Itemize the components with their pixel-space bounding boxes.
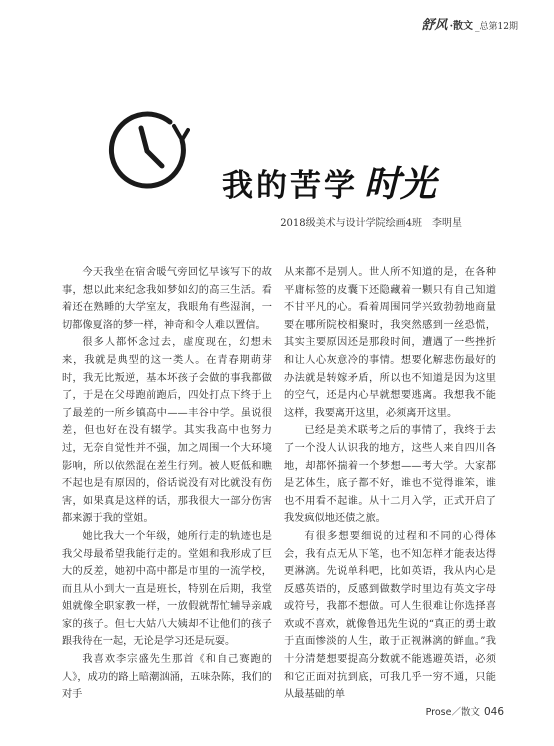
paragraph: 有很多想要细说的过程和不同的心得体会，我有点无从下笔，也不知怎样才能表达得更淋漓。先说单科吧，比如英语，我从内心是反感英语的，反感到做数学时里边有英文字母或符号，我都不想做。可人生很难让你选择喜欢或不喜欢，就像鲁迅先生说的“真正的勇士敢于直面惨淡的人生，敢于正视淋漓的鲜血。”我十分清楚想要提高分数就不能逃避英语，必须和它正面对抗到底，可我几乎一穷不通，只能从最基础的单 <box>284 530 496 701</box>
paragraph: 她比我大一个年级，她所行走的轨迹也是我父母最希望我能行走的。堂姐和我形成了巨大的反差，她初中高中都是市里的一流学校，而且从小到大一直是班长，特别在后期，我堂姐就像全职家教一样，一放假就帮忙辅导亲戚家的孩子。但七大姑八大姨却不让他们的孩子跟我待在一起，无论是学习还是玩耍。 <box>62 530 272 648</box>
paragraph: 我喜欢李宗盛先生那首《和自己赛跑的人》，成功的路上暗潮汹涌，五味杂陈，我们的对手 <box>62 654 272 701</box>
page-footer <box>426 704 504 718</box>
issue-label: _总第12期 <box>475 22 518 32</box>
section-label: ·散文 <box>449 21 474 32</box>
journal-brand: 舒风 <box>421 18 448 33</box>
title-styled: 时光 <box>364 163 437 205</box>
paragraph: 从来都不是别人。世人所不知道的是，在各种平庸标签的皮囊下还隐藏着一颗只有自己知道不甘平凡的心。看着周围同学兴致勃勃地商量要在哪所院校相聚时，我突然感到一丝恐慌，其实主要原因还是那段时间，遭遇了一些挫折和让人心灰意冷的事情。想要化解悲伤最好的办法就是转嫁矛盾，所以也不知道是因为这里的空气，还是内心早就想要逃离。我想我不能这样，我要离开这里，必须离开这里。 <box>284 267 496 419</box>
article-title <box>222 156 436 207</box>
footer-journal: Prose／散文 <box>425 707 480 718</box>
paragraph: 很多人都怀念过去，虚度现在，幻想未来，我就是典型的这一类人。在青春期萌芽时，我无比叛逆，基本坏孩子会做的事我都做了，于是在父母跑前跑后，四处打点下终于上了最差的一所乡镇高中——丰谷中学。虽说很差，但也好在没有辍学。其实我高中也努力过，无奈自觉性并不强，加之周围一个大环境影响，所以依然混在差生行列。被人贬低和瞧不起也是有原因的，俗话说没有对比就没有伤害，如果真是这样的话，那我很大一部分伤害都来源于我的堂姐。 <box>62 337 272 525</box>
page-number: 046 <box>483 706 504 718</box>
paragraph: 今天我坐在宿舍暖气旁回忆早该写下的故事，想以此来纪念我如梦如幻的高三生活。看着还在熟睡的大学室友，我眼角有些湿润，一切都像夏洛的梦一样，神奇和令人难以置信。 <box>62 267 272 331</box>
title-main: 我的苦学 <box>222 168 358 204</box>
author-byline: 2018级美术与设计学院绘画4班 李明星 <box>280 218 462 229</box>
page-header <box>422 14 518 33</box>
paragraph: 已经是美术联考之后的事情了，我终于去了一个没人认识我的地方，这些人来自四川各地，却都怀揣着一个梦想——考大学。大家都是艺体生，底子都不好，谁也不觉得谁笨，谁也不用看不起谁。从十二月入学，正式开启了我发疯似地还债之旅。 <box>284 425 496 525</box>
left-column <box>62 264 272 704</box>
clock-icon <box>104 106 190 192</box>
right-column <box>284 264 496 704</box>
